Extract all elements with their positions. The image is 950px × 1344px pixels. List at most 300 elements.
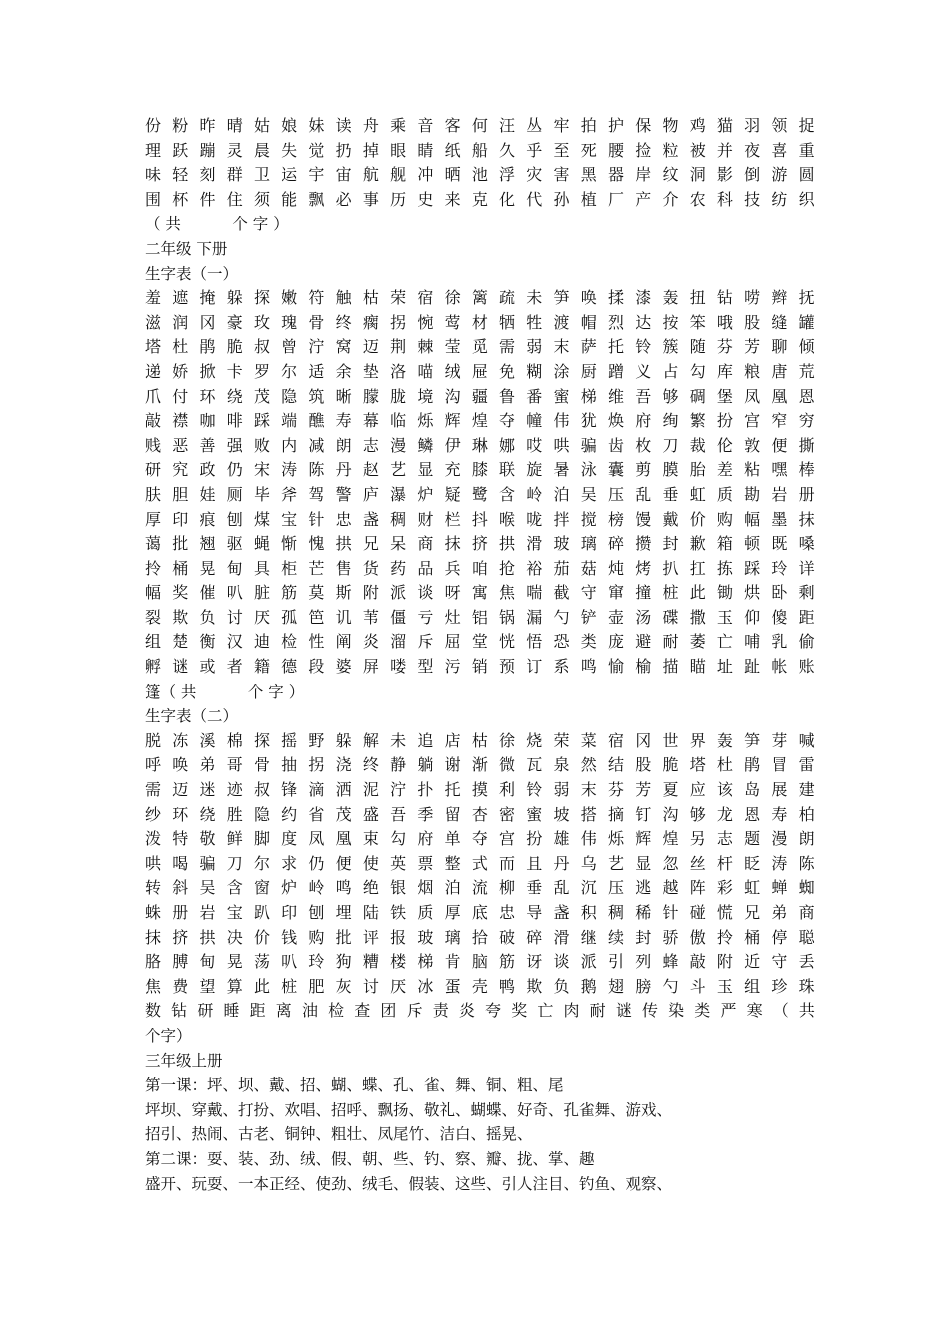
character: 谜 [615,1001,632,1021]
character: 商 [798,903,815,922]
character: 化 [499,189,516,209]
character: 渡 [553,312,570,332]
character: 刻 [199,165,216,185]
character: 束 [362,829,379,849]
character: 垫 [362,361,379,381]
character: 挤 [471,534,488,554]
character: 催 [199,583,216,603]
character: 叔 [253,337,270,357]
character: 哄 [553,435,570,455]
character: 虹 [689,484,706,504]
character: 脚 [253,829,270,849]
character: 屉 [471,361,488,381]
character: 凤 [308,829,325,849]
character: 绒 [444,361,461,381]
character: 住 [226,189,243,209]
character: 乌 [580,853,597,873]
character: 破 [499,927,516,947]
character: 拾 [471,927,488,947]
character: 探 [253,288,270,308]
character: 勘 [744,484,761,504]
character: 理 [145,140,162,160]
character: 拐 [308,755,325,775]
character: 雄 [553,829,570,849]
character: 骄 [662,927,679,947]
character: 拌 [553,509,570,529]
character: 晴 [226,116,243,135]
character: 纸 [444,140,461,160]
character: 庞 [607,632,624,652]
character: 朗 [335,435,352,455]
text-line: 盛开、玩耍、一本正经、使劲、绒毛、假装、这些、引人注目、钓鱼、观察、 [145,1174,673,1193]
character: 筋 [499,952,516,972]
character: 传 [641,1001,658,1021]
character: 续 [607,927,624,947]
character: 宝 [281,509,298,529]
character: 岭 [308,878,325,898]
character: 榜 [607,509,624,529]
character: 泞 [390,780,407,800]
character-row [145,606,815,631]
character: 碉 [689,386,706,406]
character: 钱 [281,927,298,947]
character: 圆 [798,165,815,185]
character: 址 [716,657,733,677]
character: 捡 [635,140,652,160]
character: 票 [417,853,434,873]
character: 枯 [471,730,488,750]
character: 植 [580,189,597,209]
character: 按 [662,312,679,332]
character: 吴 [199,878,216,898]
character: 利 [499,780,516,800]
character: 吾 [635,386,652,406]
character: 垂 [526,878,543,898]
character: 器 [607,165,624,185]
character: 辉 [635,829,652,849]
character-row [145,508,815,533]
character: 距 [798,607,815,627]
character: 棉 [226,730,243,750]
character: 罗 [253,361,270,381]
character: 呆 [390,534,407,554]
character: 裁 [689,435,706,455]
character: 孙 [553,189,570,209]
character: 楼 [390,952,407,972]
character: 筑 [308,386,325,406]
character: 帐 [771,657,788,677]
character: 政 [199,460,216,480]
character: 犹 [580,411,597,431]
character: 丝 [689,853,706,873]
character: 型 [417,657,434,677]
character: 针 [662,903,679,922]
character: 蜘 [798,878,815,898]
character: 差 [716,460,733,480]
character: 适 [308,361,325,381]
character: 勾 [390,829,407,849]
character: 末 [553,337,570,357]
character: 鹃 [744,755,761,775]
character: 滑 [553,927,570,947]
character: 黑 [580,165,597,185]
character: 够 [662,386,679,406]
character: 喉 [499,509,516,529]
character: 鸡 [689,116,706,135]
character: 并 [716,140,733,160]
character: 牺 [499,312,516,332]
character: 撞 [635,583,652,603]
character: 冰 [417,976,434,996]
character: 滑 [526,534,543,554]
character: 铁 [390,903,407,922]
character: 寿 [335,411,352,431]
character: 骗 [580,435,597,455]
character: 狗 [335,952,352,972]
character: 脏 [253,583,270,603]
character: 胧 [390,386,407,406]
character: 且 [526,853,543,873]
character: 织 [798,189,815,209]
character: 压 [607,484,624,504]
character: 滋 [145,312,162,332]
character: 抚 [798,288,815,308]
character-row [145,360,815,385]
character: 骨 [253,755,270,775]
character: 润 [172,312,189,332]
character: 睛 [417,140,434,160]
character: 保 [635,116,652,135]
character: 悟 [526,632,543,652]
character: 撒 [689,607,706,627]
character: 另 [689,829,706,849]
character: 喽 [390,657,407,677]
character: 碟 [662,607,679,627]
character: 扮 [526,829,543,849]
character: 茂 [253,386,270,406]
character: 膝 [471,460,488,480]
character: 煌 [662,829,679,849]
character: 堂 [471,632,488,652]
character: 彩 [716,878,733,898]
character: 药 [390,558,407,578]
character: 预 [499,657,516,677]
character: 亡 [537,1001,554,1021]
character: 鸣 [580,657,597,677]
character: 团 [380,1001,397,1021]
character: 迪 [253,632,270,652]
character: 积 [580,903,597,922]
character: 瀑 [390,484,407,504]
character: 店 [444,730,461,750]
character: 柳 [499,878,516,898]
character: 刀 [226,853,243,873]
character: 塔 [689,755,706,775]
character: 拎 [716,927,733,947]
character: 瓦 [526,755,543,775]
character: 厌 [390,976,407,996]
character-row [145,163,815,188]
character: 谈 [417,583,434,603]
character: 害 [553,165,570,185]
character: 逃 [635,878,652,898]
character: 单 [444,829,461,849]
character: 胜 [226,804,243,824]
character: 坡 [553,804,570,824]
character: 棒 [798,460,815,480]
character: 烁 [607,829,624,849]
character: 涂 [553,361,570,381]
character: 羞 [145,288,162,308]
character: 恶 [172,435,189,455]
character: 埋 [335,903,352,922]
character: 芳 [744,337,761,357]
character: 剪 [635,460,652,480]
character: 浇 [335,755,352,775]
character-row [145,483,815,508]
character: 痕 [199,509,216,529]
character: 递 [145,361,162,381]
character: 啡 [226,411,243,431]
character: 册 [798,484,815,504]
character: 龙 [716,804,733,824]
character: 谈 [553,952,570,972]
character: 厚 [145,509,162,529]
character: 厌 [253,607,270,627]
character: 检 [328,1001,345,1021]
character: 辉 [444,411,461,431]
character: 珠 [798,976,815,996]
character: 价 [253,927,270,947]
character: 事 [362,189,379,209]
character: 豪 [226,312,243,332]
character: 特 [172,829,189,849]
character: 桩 [281,976,298,996]
character: 沟 [444,386,461,406]
character: 芒 [308,558,325,578]
character: 物 [662,116,679,135]
character: 展 [771,780,788,800]
character: 柜 [281,558,298,578]
character: 夸 [485,1001,502,1021]
character: 珍 [771,976,788,996]
character: 摘 [607,804,624,824]
character: 丹 [335,460,352,480]
character: 骗 [199,853,216,873]
character: 糊 [526,361,543,381]
character: 兵 [444,558,461,578]
character: 寿 [771,804,788,824]
character: 继 [580,927,597,947]
character: 宫 [744,411,761,431]
character: 账 [798,657,815,677]
character: 柏 [798,804,815,824]
character: 漫 [390,435,407,455]
character: 牢 [553,116,570,135]
character: 数 [145,1001,162,1021]
character: 负 [553,976,570,996]
character: 喊 [798,730,815,750]
character: 群 [226,165,243,185]
character: 斯 [335,583,352,603]
character: 恩 [744,804,761,824]
character: 销 [471,657,488,677]
character: 盏 [553,903,570,922]
document-body [145,114,825,1196]
character: 岭 [526,484,543,504]
character: 赵 [362,460,379,480]
character: 含 [226,878,243,898]
character: 玻 [417,927,434,947]
character: 游 [771,165,788,185]
character: 猫 [716,116,733,135]
character-row [145,876,815,901]
character: 僵 [390,607,407,627]
character: 斥 [406,1001,423,1021]
character: 派 [390,583,407,603]
character: 质 [716,484,733,504]
character: 傲 [689,927,706,947]
character: 碎 [607,534,624,554]
character: 繁 [689,411,706,431]
character: 弟 [771,903,788,922]
character: 汉 [226,632,243,652]
character: 雷 [798,755,815,775]
character: 烘 [744,583,761,603]
character: 呀 [444,583,461,603]
character: 榆 [635,657,652,677]
character: 乳 [771,632,788,652]
character: 端 [281,411,298,431]
character: 窄 [771,411,788,431]
character: 英 [390,853,407,873]
character: 摸 [471,780,488,800]
character: 斗 [689,976,706,996]
character: 卫 [253,165,270,185]
character: 欺 [526,976,543,996]
character: 脆 [226,337,243,357]
character: 材 [471,312,488,332]
character: 幕 [362,411,379,431]
character: 负 [199,607,216,627]
character: 煌 [471,411,488,431]
character: 封 [662,534,679,554]
character: 遮 [172,288,189,308]
character: 解 [362,730,379,750]
character-row [145,999,815,1024]
character: 焦 [499,583,516,603]
character: 详 [798,558,815,578]
character: 嗓 [798,534,815,554]
character: 股 [635,755,652,775]
character: 疆 [471,386,488,406]
character: 抖 [471,509,488,529]
character: 挤 [172,927,189,947]
character: 烈 [607,312,624,332]
character: 弱 [526,337,543,357]
character: 余 [335,361,352,381]
character: 孵 [145,657,162,677]
character: 技 [744,189,761,209]
character: 暑 [553,460,570,480]
character: 显 [635,853,652,873]
character: 聪 [798,927,815,947]
character: 荡 [253,952,270,972]
character: 界 [689,730,706,750]
character: 烧 [526,730,543,750]
character: 批 [172,534,189,554]
character: 灵 [226,140,243,160]
character: 忠 [335,509,352,529]
character: 究 [172,460,189,480]
character: 栏 [444,509,461,529]
character: 介 [662,189,679,209]
character: 泉 [553,755,570,775]
character: 仍 [308,853,325,873]
character: 垂 [662,484,679,504]
character: 喵 [417,361,434,381]
character: 科 [716,189,733,209]
character: 晃 [199,558,216,578]
character: 躺 [417,755,434,775]
character: 航 [362,165,379,185]
character: 揉 [607,288,624,308]
character: 稠 [390,509,407,529]
character: 勾 [689,361,706,381]
character: 笋 [553,288,570,308]
character: 焦 [145,976,162,996]
character: 傻 [771,607,788,627]
character: 昨 [199,116,216,135]
character: 鲁 [499,386,516,406]
character: 肥 [308,976,325,996]
character: 泥 [362,780,379,800]
character: 未 [390,730,407,750]
character: 府 [635,411,652,431]
character-row [145,114,815,139]
character: 晰 [335,386,352,406]
character: 窜 [607,583,624,603]
character: 鹭 [471,484,488,504]
character: 妹 [308,116,325,135]
character: 溪 [199,730,216,750]
character: 窝 [335,337,352,357]
character: 必 [335,189,352,209]
character: 鸣 [335,878,352,898]
character-row [145,188,815,213]
character: 音 [417,116,434,135]
character: 银 [390,878,407,898]
character: 汪 [499,116,516,135]
character: 叭 [281,952,298,972]
character: 喝 [172,853,189,873]
character: 茄 [553,558,570,578]
character: 朗 [798,829,815,849]
character: 迹 [226,780,243,800]
character: 攒 [635,534,652,554]
character: 境 [417,386,434,406]
character: 锅 [499,607,516,627]
character: 勺 [662,976,679,996]
character: 丛 [526,116,543,135]
character-row [145,557,815,582]
character: 整 [444,853,461,873]
character: 哎 [526,435,543,455]
character: 底 [471,903,488,922]
character: 蹭 [607,361,624,381]
character: 冈 [635,730,652,750]
character: 伊 [444,435,461,455]
